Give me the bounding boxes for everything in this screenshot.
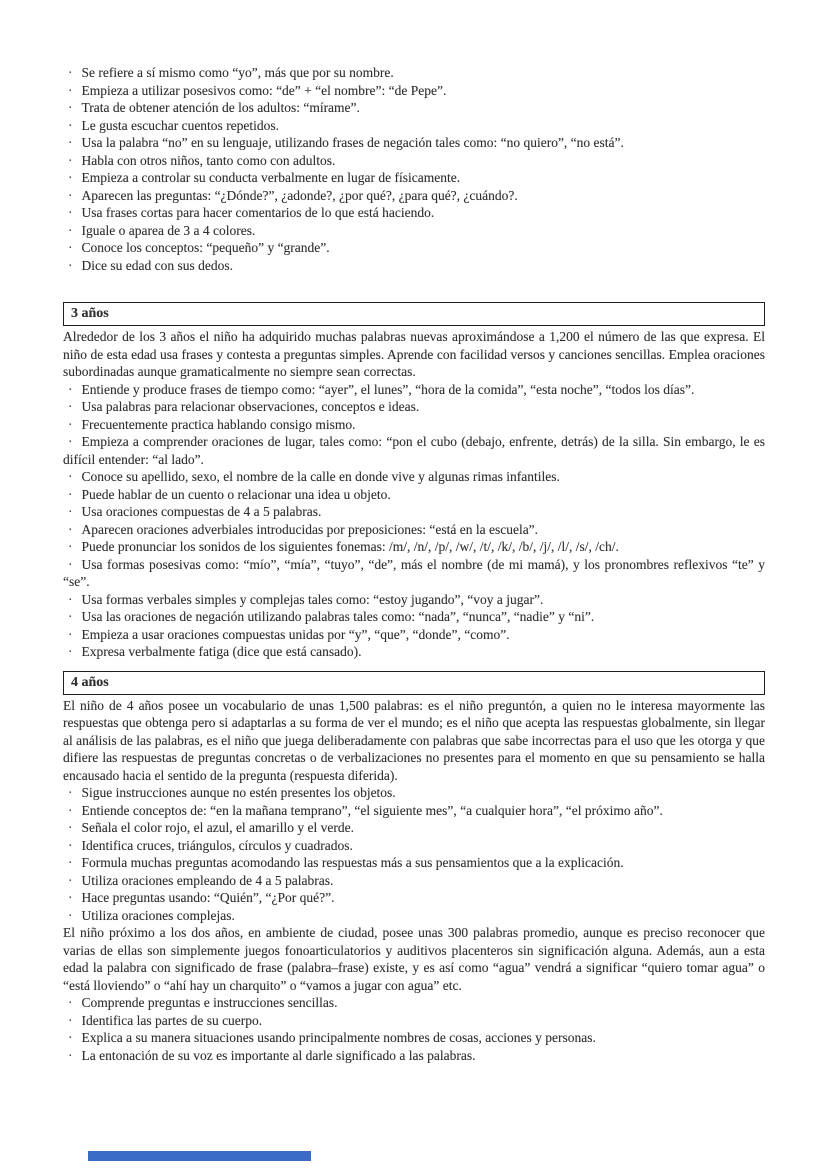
bullet-dot-icon: · — [68, 205, 73, 220]
bullet-text: Conoce su apellido, sexo, el nombre de la calle en donde vive y algunas rimas infantiles. — [81, 469, 560, 484]
bullet-dot-icon: · — [68, 117, 73, 133]
bullet-text: Empieza a utilizar posesivos como: “de” + “el nombre”: “de Pepe”. — [81, 82, 447, 98]
bullet-text: Usa palabras para relacionar observaciones, conceptos e ideas. — [81, 399, 420, 414]
bullet-item — [63, 872, 765, 890]
bullet-dot-icon: · — [68, 995, 73, 1010]
bullet-dot-icon: · — [68, 486, 73, 502]
bullet-dot-icon: · — [68, 785, 73, 800]
bullet-text: Se refiere a sí mismo como “yo”, más que por su nombre. — [81, 65, 394, 80]
bullet-item — [63, 99, 765, 117]
bullet-text: Usa la palabra “no” en su lenguaje, utilizando frases de negación tales como: “no quiero”, “no está”. — [81, 135, 624, 150]
bullet-text: Usa frases cortas para hacer comentarios de lo que está haciendo. — [81, 205, 435, 220]
bullet-item — [63, 643, 765, 661]
bullet-dot-icon: · — [68, 802, 73, 818]
bullet-dot-icon: · — [68, 469, 73, 484]
bottom-highlight-bar — [88, 1151, 311, 1161]
bullet-item — [63, 416, 765, 434]
bullet-item — [63, 591, 765, 609]
paragraph: Alrededor de los 3 años el niño ha adquirido muchas palabras nuevas aproximándose a 1,200 el número de las que expresa. El niño de esta edad usa frases y contesta a preguntas simples. Aprende con facilidad versos y canciones sencillas. Emplea oraciones subordinadas aunque gramaticalmente no siempre sean correctas. — [63, 329, 765, 379]
bullet-item — [63, 486, 765, 504]
bullet-dot-icon: · — [68, 416, 73, 432]
bullet-dot-icon: · — [68, 257, 73, 273]
bullet-dot-icon: · — [68, 170, 73, 185]
bullet-dot-icon: · — [68, 837, 73, 853]
bullet-text: Comprende preguntas e instrucciones sencillas. — [81, 995, 338, 1010]
bullet-text: Frecuentemente practica hablando consigo mismo. — [81, 416, 356, 432]
bullet-item — [63, 503, 765, 521]
bullet-dot-icon: · — [68, 1012, 73, 1028]
bullet-text: Le gusta escuchar cuentos repetidos. — [81, 117, 280, 133]
bullet-text: La entonación de su voz es importante al darle significado a las palabras. — [81, 1047, 476, 1063]
bullet-text: Iguale o aparea de 3 a 4 colores. — [81, 222, 256, 238]
bullet-dot-icon: · — [68, 609, 73, 624]
bullet-text: Usa las oraciones de negación utilizando palabras tales como: “nada”, “nunca”, “nadie” y “ni”. — [81, 609, 595, 624]
bullet-dot-icon: · — [68, 907, 73, 923]
bullet-item — [63, 398, 765, 416]
bullet-text: Señala el color rojo, el azul, el amarillo y el verde. — [81, 820, 355, 835]
bullet-text: Identifica las partes de su cuerpo. — [81, 1012, 263, 1028]
section-title: 4 años — [71, 674, 109, 690]
bullet-item — [63, 538, 765, 556]
bullet-item — [63, 187, 765, 205]
bullet-dot-icon: · — [68, 65, 73, 80]
bullet-dot-icon: · — [68, 152, 73, 168]
bullet-item — [63, 819, 765, 837]
section-header — [63, 302, 765, 326]
bullet-dot-icon: · — [68, 521, 73, 537]
bullet-item — [63, 152, 765, 170]
bullet-dot-icon: · — [68, 855, 73, 870]
bullet-dot-icon: · — [68, 1047, 73, 1063]
bullet-dot-icon: · — [68, 890, 73, 905]
bullet-item — [63, 381, 765, 399]
document-content — [63, 64, 765, 1064]
bullet-text: Usa formas posesivas como: “mío”, “mía”, “tuyo”, “de”, más el nombre (de mi mamá), y los pronombres reflexivos “te” y “se”. — [63, 556, 765, 589]
bullet-text: Empieza a comprender oraciones de lugar, tales como: “pon el cubo (debajo, enfrente, detrás) de la silla. Sin embargo, le es difícil entender: “al lado”. — [63, 434, 765, 467]
bullet-text: Aparecen oraciones adverbiales introducidas por preposiciones: “está en la escuela”. — [81, 521, 539, 537]
bullet-text: Conoce los conceptos: “pequeño” y “grande”. — [81, 240, 330, 255]
bullet-text: Hace preguntas usando: “Quién”, “¿Por qué?”. — [81, 890, 335, 905]
bullet-text: Expresa verbalmente fatiga (dice que está cansado). — [81, 644, 362, 659]
bullet-item — [63, 889, 765, 907]
bullet-item — [63, 784, 765, 802]
bullet-dot-icon: · — [68, 1030, 73, 1045]
bullet-text: Dice su edad con sus dedos. — [81, 257, 233, 273]
bullet-dot-icon: · — [68, 100, 73, 115]
bullet-item — [63, 1012, 765, 1030]
bullet-dot-icon: · — [68, 504, 73, 519]
bullet-text: Habla con otros niños, tanto como con adultos. — [81, 152, 336, 168]
bullet-item — [63, 222, 765, 240]
bullet-dot-icon: · — [68, 135, 73, 150]
bullet-item — [63, 169, 765, 187]
bullet-item — [63, 117, 765, 135]
bullet-item — [63, 837, 765, 855]
bullet-dot-icon: · — [68, 399, 73, 414]
bullet-text: Trata de obtener atención de los adultos: “mírame”. — [81, 100, 360, 115]
bullet-text: Utiliza oraciones empleando de 4 a 5 palabras. — [81, 872, 334, 888]
bullet-item — [63, 802, 765, 820]
bullet-text: Empieza a usar oraciones compuestas unidas por “y”, “que”, “donde”, “como”. — [81, 626, 510, 642]
bullet-item — [63, 1047, 765, 1065]
bullet-item — [63, 82, 765, 100]
bullet-text: Empieza a controlar su conducta verbalmente en lugar de físicamente. — [81, 170, 461, 185]
bullet-dot-icon: · — [68, 82, 73, 98]
bullet-item — [63, 239, 765, 257]
bullet-text: Utiliza oraciones complejas. — [81, 907, 235, 923]
bullet-dot-icon: · — [68, 591, 73, 607]
bullet-text: Aparecen las preguntas: “¿Dónde?”, ¿adonde?, ¿por qué?, ¿para qué?, ¿cuándo?. — [81, 187, 518, 203]
bullet-item — [63, 433, 765, 468]
bullet-text: Puede hablar de un cuento o relacionar una idea u objeto. — [81, 486, 391, 502]
bullet-item — [63, 608, 765, 626]
bullet-item — [63, 64, 765, 82]
bullet-dot-icon: · — [68, 539, 73, 554]
bullet-text: Identifica cruces, triángulos, círculos y cuadrados. — [81, 837, 353, 853]
bullet-dot-icon: · — [68, 222, 73, 238]
bullet-dot-icon: · — [68, 381, 73, 397]
bullet-dot-icon: · — [68, 644, 73, 659]
bullet-text: Explica a su manera situaciones usando principalmente nombres de cosas, acciones y personas. — [81, 1030, 596, 1045]
bullet-item — [63, 257, 765, 275]
bullet-text: Entiende y produce frases de tiempo como: “ayer”, el lunes”, “hora de la comida”, “esta noche”, “todos los días”. — [81, 381, 695, 397]
bullet-dot-icon: · — [68, 626, 73, 642]
section-title: 3 años — [71, 306, 109, 321]
bullet-dot-icon: · — [68, 872, 73, 888]
bullet-item — [63, 854, 765, 872]
bullet-item — [63, 521, 765, 539]
bullet-item — [63, 1029, 765, 1047]
bullet-text: Sigue instrucciones aunque no estén presentes los objetos. — [81, 785, 396, 800]
paragraph: El niño de 4 años posee un vocabulario de unas 1,500 palabras: es el niño preguntón, a quien no le interesa mayormente las respuestas que obtenga pero si adaptarlas a su forma de ver el mundo; es el niño que acepta las respuestas globalmente, sin llegar al análisis de las palabras, es el niño que juega deliberadamente con palabras que sabe incorrectas para el uso que les otorga y que difiere las respuestas de preguntas concretas o de verbalizaciones no presentes para el momento en que su pensamiento se halla encausado hacia el sentido de la pregunta (respuesta diferida). — [63, 697, 765, 783]
bullet-text: Usa formas verbales simples y complejas tales como: “estoy jugando”, “voy a jugar”. — [81, 591, 544, 607]
paragraph: El niño próximo a los dos años, en ambiente de ciudad, posee unas 300 palabras promedio, aunque es preciso reconocer que varias de ellas son simplemente juegos fonoarticulatorios y auditivos placenteros sin significación alguna. Además, aun a esta edad la palabra con significado de frase (palabra–frase) existe, y es así como “agua” vendrá a significar “quiero tomar agua” o “está lloviendo” o “ahí hay un charquito” o “vamos a jugar con agua” etc. — [63, 925, 765, 993]
bullet-dot-icon: · — [68, 434, 73, 449]
bullet-item — [63, 204, 765, 222]
bullet-dot-icon: · — [68, 820, 73, 835]
bullet-dot-icon: · — [68, 240, 73, 255]
bullet-text: Formula muchas preguntas acomodando las respuestas más a sus pensamientos que a la explicación. — [81, 855, 624, 870]
bullet-text: Entiende conceptos de: “en la mañana temprano”, “el siguiente mes”, “a cualquier hora”, “el próximo año”. — [81, 802, 663, 818]
bullet-item — [63, 626, 765, 644]
section-header — [63, 671, 765, 695]
bullet-item — [63, 556, 765, 591]
bullet-item — [63, 468, 765, 486]
bullet-text: Usa oraciones compuestas de 4 a 5 palabras. — [81, 504, 322, 519]
bullet-item — [63, 994, 765, 1012]
bullet-dot-icon: · — [68, 187, 73, 203]
bullet-item — [63, 134, 765, 152]
bullet-dot-icon: · — [68, 556, 73, 572]
bullet-item — [63, 907, 765, 925]
bullet-text: Puede pronunciar los sonidos de los siguientes fonemas: /m/, /n/, /p/, /w/, /t/, /k/, /b/, /j/, /l/, /s/, /ch/. — [81, 539, 619, 554]
